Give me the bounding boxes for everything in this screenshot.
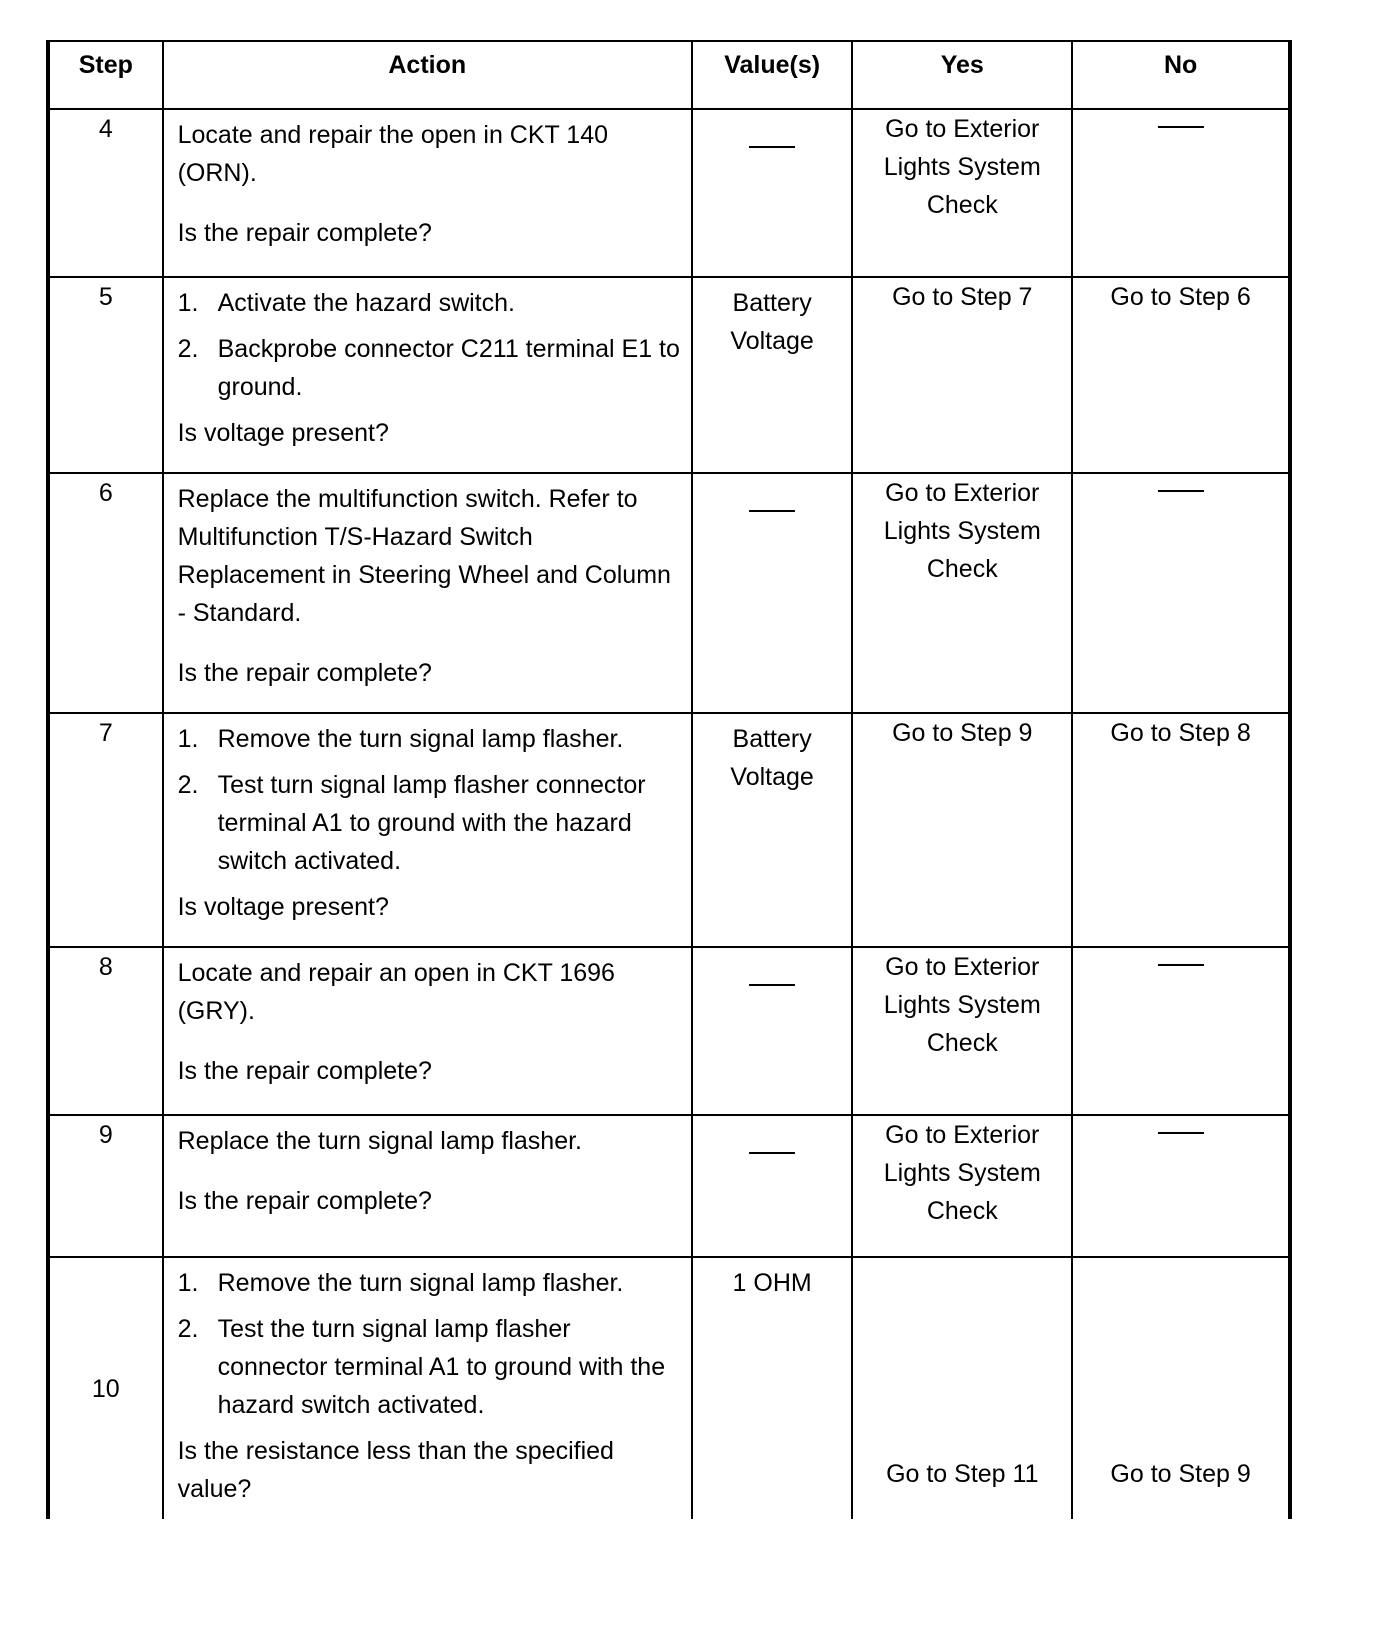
step-number: 9	[48, 1115, 163, 1257]
list-item-text: Backprobe connector C211 terminal E1 to ground.	[217, 335, 680, 401]
list-item-text: Test turn signal lamp flasher connector terminal A1 to ground with the hazard switch activated.	[217, 771, 646, 875]
header-yes: Yes	[852, 41, 1072, 109]
header-step: Step	[48, 41, 163, 109]
no-cell: Go to Step 6	[1072, 277, 1290, 473]
table-row	[48, 947, 1290, 1115]
table-row	[48, 1115, 1290, 1257]
value-cell	[692, 473, 852, 713]
action-cell	[163, 473, 692, 713]
action-question: Is the repair complete?	[177, 1057, 432, 1085]
list-item-text: Remove the turn signal lamp flasher.	[217, 1269, 624, 1297]
list-item-text: Test the turn signal lamp flasher connector terminal A1 to ground with the hazard switch activated.	[217, 1315, 666, 1419]
value-cell: Battery Voltage	[692, 713, 852, 947]
header-values: Value(s)	[692, 41, 852, 109]
yes-cell: Go to Exterior Lights System Check	[852, 947, 1072, 1115]
list-item	[178, 720, 681, 758]
action-question: Is voltage present?	[177, 893, 389, 921]
step-number: 10	[48, 1257, 163, 1519]
step-number: 4	[48, 109, 163, 277]
action-text: Replace the multifunction switch. Refer to Multifunction T/S-Hazard Switch Replacement in Steering Wheel and Column - Standard.	[177, 485, 671, 627]
yes-cell: Go to Step 9	[852, 713, 1072, 947]
action-text: Locate and repair the open in CKT 140 (ORN).	[177, 121, 609, 187]
action-list	[178, 1264, 681, 1424]
list-number: 2.	[177, 1315, 199, 1343]
step-number: 8	[48, 947, 163, 1115]
no-dash	[1158, 1132, 1204, 1134]
no-cell: Go to Step 8	[1072, 713, 1290, 947]
step-number: 7	[48, 713, 163, 947]
yes-cell: Go to Step 7	[852, 277, 1072, 473]
table-row	[48, 109, 1290, 277]
step-number: 5	[48, 277, 163, 473]
action-question: Is the repair complete?	[177, 219, 432, 247]
list-item	[178, 1264, 681, 1302]
list-number: 2.	[177, 771, 199, 799]
action-question: Is the repair complete?	[177, 1187, 432, 1215]
list-number: 1.	[177, 289, 199, 317]
header-no: No	[1072, 41, 1290, 109]
value-dash	[749, 146, 795, 148]
no-cell	[1072, 109, 1290, 277]
action-text: Replace the turn signal lamp flasher.	[177, 1127, 583, 1155]
yes-cell: Go to Exterior Lights System Check	[852, 473, 1072, 713]
table-row	[48, 1257, 1290, 1519]
action-cell	[163, 713, 692, 947]
list-item-text: Activate the hazard switch.	[217, 289, 515, 317]
list-number: 1.	[177, 1269, 199, 1297]
action-question: Is the resistance less than the specified value?	[177, 1437, 614, 1503]
action-cell	[163, 1115, 692, 1257]
list-item-text: Remove the turn signal lamp flasher.	[217, 725, 624, 753]
list-item	[178, 330, 681, 406]
list-number: 2.	[177, 335, 199, 363]
table-row	[48, 277, 1290, 473]
action-cell	[163, 947, 692, 1115]
table-row	[48, 473, 1290, 713]
no-dash	[1158, 126, 1204, 128]
action-question: Is voltage present?	[177, 419, 389, 447]
value-cell: Battery Voltage	[692, 277, 852, 473]
list-item	[178, 766, 681, 880]
list-item	[178, 284, 681, 322]
value-dash	[749, 1152, 795, 1154]
no-dash	[1158, 490, 1204, 492]
action-list	[178, 284, 681, 406]
list-number: 1.	[177, 725, 199, 753]
value-cell	[692, 1115, 852, 1257]
header-action: Action	[163, 41, 692, 109]
no-cell	[1072, 947, 1290, 1115]
yes-cell: Go to Step 11	[852, 1257, 1072, 1519]
value-dash	[749, 510, 795, 512]
action-cell	[163, 109, 692, 277]
no-cell	[1072, 473, 1290, 713]
action-cell	[163, 277, 692, 473]
value-cell: 1 OHM	[692, 1257, 852, 1519]
yes-cell: Go to Exterior Lights System Check	[852, 109, 1072, 277]
no-cell	[1072, 1115, 1290, 1257]
action-question: Is the repair complete?	[177, 659, 432, 687]
value-cell	[692, 947, 852, 1115]
table-row	[48, 713, 1290, 947]
action-list	[178, 720, 681, 880]
no-cell: Go to Step 9	[1072, 1257, 1290, 1519]
action-text: Locate and repair an open in CKT 1696 (GRY).	[177, 959, 615, 1025]
value-cell	[692, 109, 852, 277]
diagnostic-table	[46, 40, 1292, 1519]
list-item	[178, 1310, 681, 1424]
value-dash	[749, 984, 795, 986]
yes-cell: Go to Exterior Lights System Check	[852, 1115, 1072, 1257]
table-header	[48, 41, 1290, 109]
no-dash	[1158, 964, 1204, 966]
step-number: 6	[48, 473, 163, 713]
action-cell	[163, 1257, 692, 1519]
